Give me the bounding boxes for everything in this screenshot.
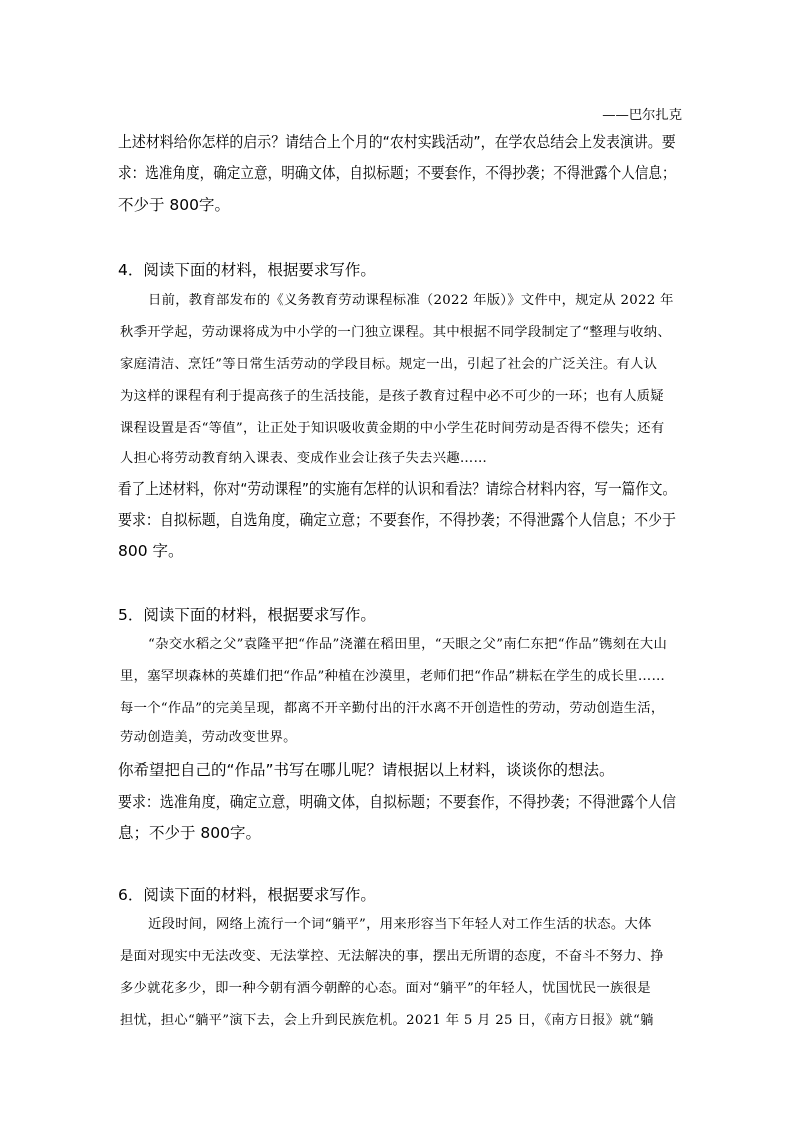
- q4-material-line-5: 课程设置是否“等值”，让正处于知识吸收黄金期的中小学生花时间劳动是否得不偿失；还有: [120, 421, 665, 436]
- q4-material-line-1: 日前，教育部发布的《义务教育劳动课程标准（2022 年版）》文件中，规定从 2022 年: [148, 293, 674, 308]
- q4-material-line-2: 秋季开学起，劳动课将成为中小学的一门独立课程。其中根据不同学段制定了“整理与收纳、: [120, 325, 671, 340]
- q4-prompt-line-1: 看了上述材料，你对“劳动课程”的实施有怎样的认识和看法？请综合材料内容，写一篇作文。: [118, 480, 677, 498]
- q3-prompt-line-1: 上述材料给你怎样的启示？请结合上个月的“农村实践活动”，在学农总结会上发表演讲。要: [118, 133, 676, 151]
- q6-heading: 6．阅读下面的材料，根据要求写作。: [118, 886, 376, 904]
- q6-material-line-4: 担忧，担心“躺平”演下去，会上升到民族危机。2021 年 5 月 25 日，《南方日报》就“躺: [120, 1013, 654, 1028]
- q5-material-line-4: 劳动创造美，劳动改变世界。: [120, 730, 297, 745]
- q3-prompt-line-2: 求：选准角度，确定立意，明确文体，自拟标题；不要套作，不得抄袭；不得泄露个人信息；: [118, 164, 676, 182]
- q4-material-line-3: 家庭清洁、烹饪”等日常生活劳动的学段目标。规定一出，引起了社会的广泛关注。有人认: [120, 357, 658, 372]
- attribution: ——巴尔扎克: [602, 108, 682, 123]
- q5-material-line-2: 里，塞罕坝森林的英雄们把“作品”种植在沙漠里，老师们把“作品”耕耘在学生的成长里……: [120, 669, 666, 684]
- q5-material-line-1: “杂交水稻之父”袁隆平把“作品”浇灌在稻田里，“天眼之父”南仁东把“作品”镌刻在大山: [148, 637, 668, 652]
- q5-heading: 5．阅读下面的材料，根据要求写作。: [118, 606, 376, 624]
- q5-prompt-line-3: 息；不少于 800字。: [118, 824, 262, 842]
- q4-material-line-4: 为这样的课程有利于提高孩子的生活技能，是孩子教育过程中必不可少的一环；也有人质疑: [120, 389, 664, 404]
- q4-prompt-line-2: 要求：自拟标题，自选角度，确定立意；不要套作，不得抄袭；不得泄露个人信息；不少于: [118, 511, 677, 529]
- q5-prompt-line-2: 要求：选准角度，确定立意，明确文体，自拟标题；不要套作，不得抄袭；不得泄露个人信: [118, 793, 677, 811]
- q5-prompt-line-1: 你希望把自己的“作品”书写在哪儿呢？请根据以上材料，谈谈你的想法。: [118, 761, 615, 779]
- q5-material-line-3: 每一个“作品”的完美呈现，都离不开辛勤付出的汗水离不开创造性的劳动，劳动创造生活，: [120, 701, 665, 716]
- q4-prompt-line-3: 800 字。: [118, 542, 184, 560]
- q6-material-line-2: 是面对现实中无法改变、无法掌控、无法解决的事，摆出无所谓的态度，不奋斗不努力、挣: [120, 949, 664, 964]
- q4-material-line-6: 人担心将劳动教育纳入课表、变成作业会让孩子失去兴趣……: [120, 451, 488, 466]
- q4-heading: 4．阅读下面的材料，根据要求写作。: [118, 261, 376, 279]
- q6-material-line-1: 近段时间，网络上流行一个词“躺平”，用来形容当下年轻人对工作生活的状态。大体: [148, 917, 652, 932]
- q3-prompt-line-3: 不少于 800字。: [118, 196, 231, 214]
- q6-material-line-3: 多少就花多少，即一种今朝有酒今朝醉的心态。面对“躺平”的年轻人，忧国忧民一族很是: [120, 981, 651, 996]
